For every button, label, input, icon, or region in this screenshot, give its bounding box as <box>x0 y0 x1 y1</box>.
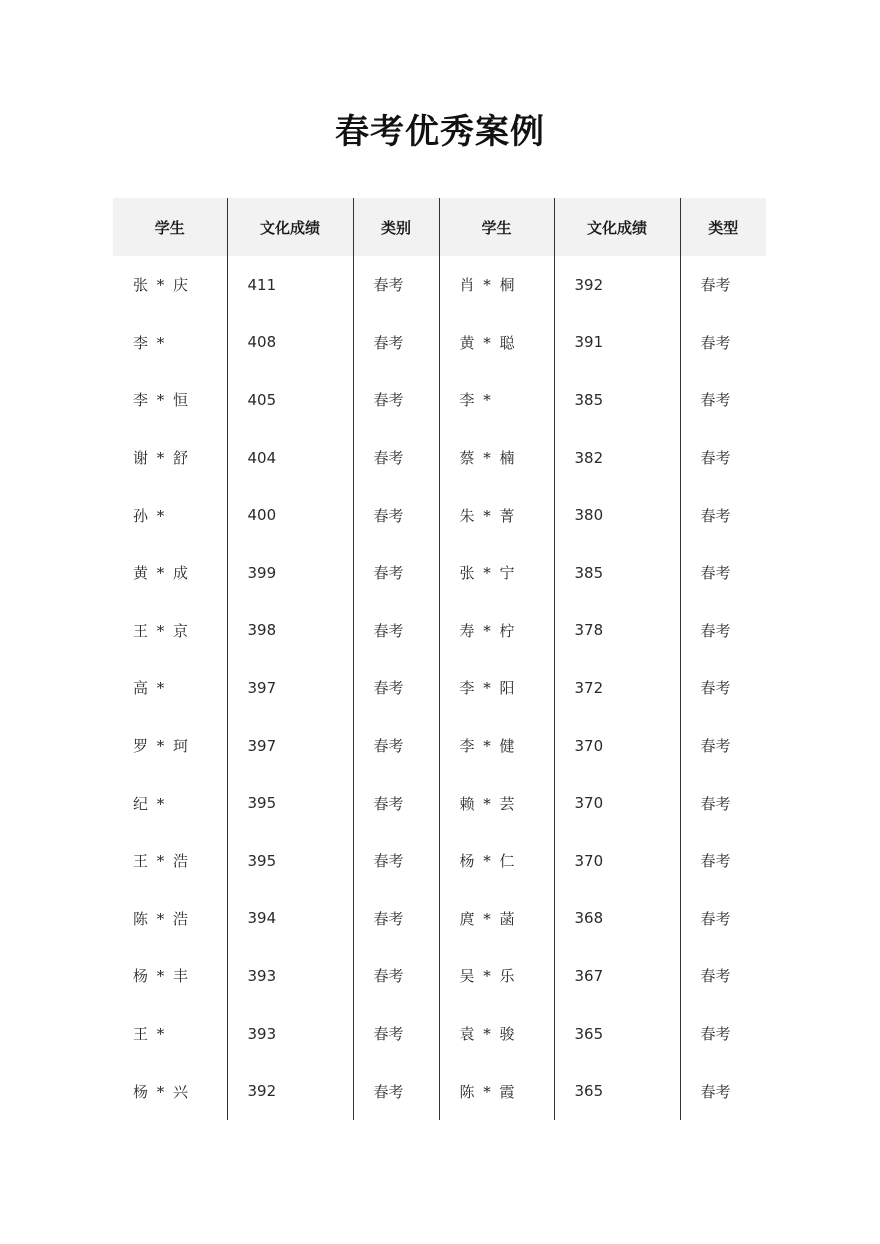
type-cell: 春考 <box>680 544 766 602</box>
culture-score-cell: 399 <box>227 544 353 602</box>
student-name-cell: 谢 * 舒 <box>133 449 191 468</box>
student-name-cell-2: 袁 * 骏 <box>439 1005 554 1063</box>
type-cell: 春考 <box>680 602 766 660</box>
table-row <box>113 832 766 890</box>
student-name-cell-2: 肖 * 桐 <box>439 256 554 314</box>
table-row <box>113 659 766 717</box>
header-student-2: 学生 <box>439 198 554 256</box>
category-cell: 春考 <box>353 1062 439 1120</box>
category-cell: 春考 <box>353 486 439 544</box>
culture-score-cell-2: 365 <box>554 1005 680 1063</box>
category-cell: 春考 <box>353 659 439 717</box>
student-name-cell-2: 寿 * 柠 <box>439 602 554 660</box>
culture-score-cell-2: 380 <box>554 486 680 544</box>
header-culture-score: 文化成绩 <box>227 198 353 256</box>
student-name-cell: 王 * 京 <box>133 621 191 640</box>
student-name-cell: 陈 * 浩 <box>133 909 191 928</box>
category-cell: 春考 <box>353 602 439 660</box>
header-type: 类型 <box>680 198 766 256</box>
student-name-cell-2: 张 * 宁 <box>439 544 554 602</box>
category-cell: 春考 <box>353 1005 439 1063</box>
category-cell: 春考 <box>353 947 439 1005</box>
table-row <box>113 774 766 832</box>
type-cell: 春考 <box>680 371 766 429</box>
type-cell: 春考 <box>680 256 766 314</box>
student-name-cell-2: 黄 * 聪 <box>439 314 554 372</box>
culture-score-cell: 393 <box>227 1005 353 1063</box>
culture-score-cell: 394 <box>227 890 353 948</box>
culture-score-cell: 397 <box>227 717 353 775</box>
type-cell: 春考 <box>680 890 766 948</box>
culture-score-cell: 395 <box>227 774 353 832</box>
category-cell: 春考 <box>353 256 439 314</box>
student-name-cell: 纪 * <box>133 794 167 813</box>
table-row <box>113 486 766 544</box>
page-title: 春考优秀案例 <box>335 112 545 152</box>
culture-score-cell: 395 <box>227 832 353 890</box>
type-cell: 春考 <box>680 1062 766 1120</box>
category-cell: 春考 <box>353 429 439 487</box>
student-name-cell-2: 李 * <box>439 371 554 429</box>
culture-score-cell-2: 370 <box>554 832 680 890</box>
table-row <box>113 371 766 429</box>
culture-score-cell-2: 370 <box>554 717 680 775</box>
category-cell: 春考 <box>353 544 439 602</box>
culture-score-cell: 404 <box>227 429 353 487</box>
student-name-cell: 高 * <box>133 679 167 698</box>
student-name-cell-2: 陈 * 霞 <box>439 1062 554 1120</box>
culture-score-cell: 411 <box>227 256 353 314</box>
student-name-cell: 杨 * 丰 <box>133 967 191 986</box>
type-cell: 春考 <box>680 774 766 832</box>
culture-score-cell-2: 372 <box>554 659 680 717</box>
type-cell: 春考 <box>680 429 766 487</box>
student-name-cell-2: 庹 * 菡 <box>439 890 554 948</box>
category-cell: 春考 <box>353 774 439 832</box>
culture-score-cell-2: 392 <box>554 256 680 314</box>
student-name-cell-2: 吴 * 乐 <box>439 947 554 1005</box>
culture-score-cell-2: 378 <box>554 602 680 660</box>
category-cell: 春考 <box>353 717 439 775</box>
culture-score-cell: 398 <box>227 602 353 660</box>
student-name-cell-2: 朱 * 菁 <box>439 486 554 544</box>
table-header-row <box>113 198 766 256</box>
results-table-container <box>113 198 766 1120</box>
student-name-cell: 王 * <box>133 1025 167 1044</box>
results-table <box>113 198 766 1120</box>
culture-score-cell: 405 <box>227 371 353 429</box>
culture-score-cell: 397 <box>227 659 353 717</box>
table-row <box>113 544 766 602</box>
table-row <box>113 602 766 660</box>
culture-score-cell-2: 368 <box>554 890 680 948</box>
table-row <box>113 890 766 948</box>
type-cell: 春考 <box>680 314 766 372</box>
student-name-cell: 罗 * 珂 <box>133 737 191 756</box>
table-row <box>113 256 766 314</box>
student-name-cell: 黄 * 成 <box>133 564 191 583</box>
category-cell: 春考 <box>353 890 439 948</box>
table-row <box>113 1005 766 1063</box>
category-cell: 春考 <box>353 314 439 372</box>
type-cell: 春考 <box>680 659 766 717</box>
header-culture-score-2: 文化成绩 <box>554 198 680 256</box>
student-name-cell: 李 * 恒 <box>133 391 191 410</box>
culture-score-cell-2: 385 <box>554 544 680 602</box>
type-cell: 春考 <box>680 717 766 775</box>
table-row <box>113 314 766 372</box>
culture-score-cell-2: 382 <box>554 429 680 487</box>
header-student: 学生 <box>154 218 185 237</box>
category-cell: 春考 <box>353 371 439 429</box>
culture-score-cell-2: 385 <box>554 371 680 429</box>
culture-score-cell-2: 365 <box>554 1062 680 1120</box>
culture-score-cell-2: 367 <box>554 947 680 1005</box>
type-cell: 春考 <box>680 1005 766 1063</box>
culture-score-cell: 393 <box>227 947 353 1005</box>
type-cell: 春考 <box>680 947 766 1005</box>
student-name-cell: 杨 * 兴 <box>133 1082 191 1101</box>
student-name-cell: 孙 * <box>133 506 167 525</box>
student-name-cell: 张 * 庆 <box>133 276 191 295</box>
student-name-cell-2: 杨 * 仁 <box>439 832 554 890</box>
table-row <box>113 717 766 775</box>
student-name-cell-2: 蔡 * 楠 <box>439 429 554 487</box>
type-cell: 春考 <box>680 832 766 890</box>
student-name-cell-2: 赖 * 芸 <box>439 774 554 832</box>
table-row <box>113 429 766 487</box>
culture-score-cell-2: 370 <box>554 774 680 832</box>
type-cell: 春考 <box>680 486 766 544</box>
category-cell: 春考 <box>353 832 439 890</box>
table-row <box>113 947 766 1005</box>
table-row <box>113 1062 766 1120</box>
student-name-cell-2: 李 * 健 <box>439 717 554 775</box>
table-body <box>113 256 766 1120</box>
student-name-cell: 王 * 浩 <box>133 852 191 871</box>
student-name-cell: 李 * <box>133 333 167 352</box>
student-name-cell-2: 李 * 阳 <box>439 659 554 717</box>
culture-score-cell: 408 <box>227 314 353 372</box>
culture-score-cell: 392 <box>227 1062 353 1120</box>
culture-score-cell-2: 391 <box>554 314 680 372</box>
culture-score-cell: 400 <box>227 486 353 544</box>
header-category: 类别 <box>353 198 439 256</box>
